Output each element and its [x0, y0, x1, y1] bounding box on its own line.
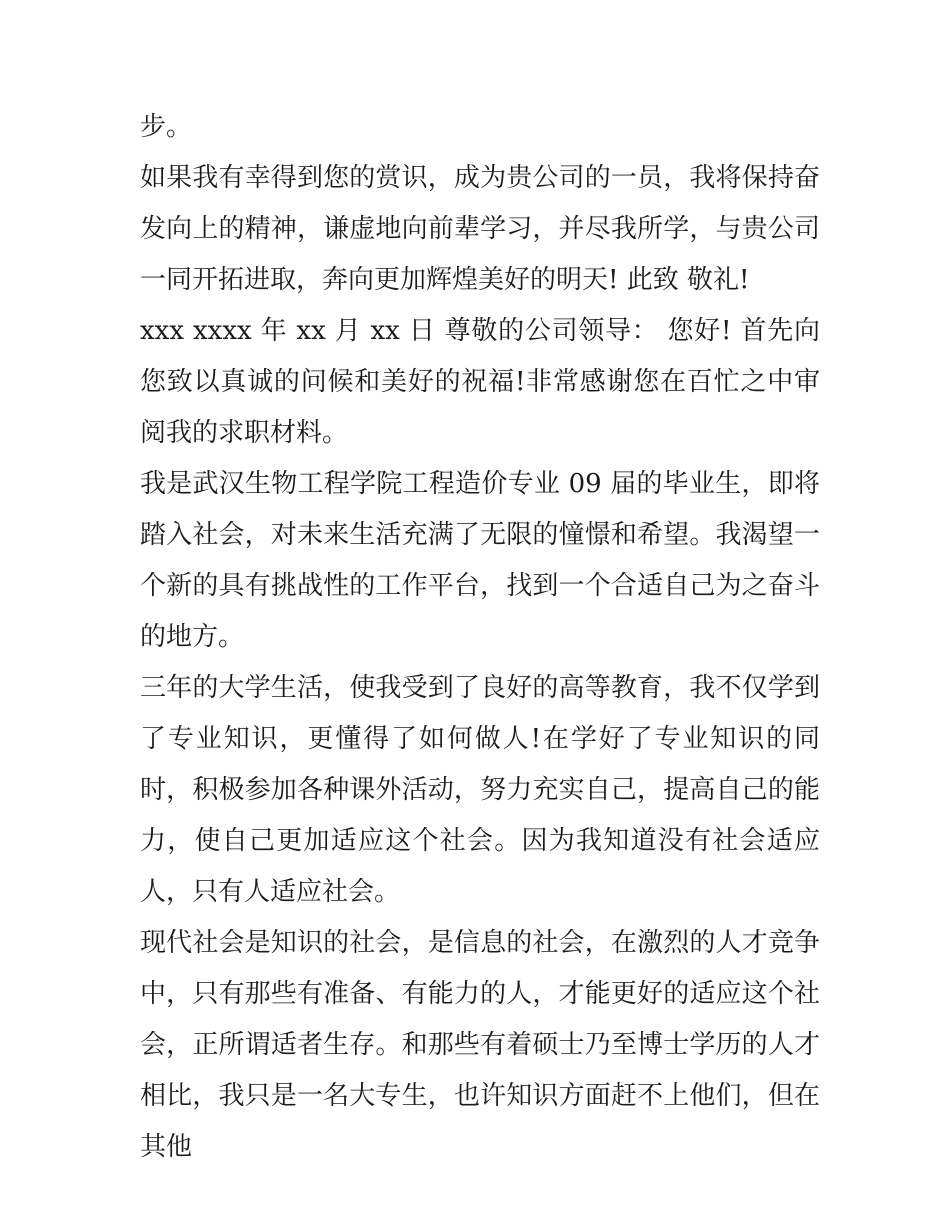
paragraph-1: 步。 [140, 112, 193, 142]
paragraph-5: 三年的大学生活，使我受到了良好的高等教育，我不仅学到了专业知识，更懂得了如何做人!在学好了专业知识的同时，积极参加各种课外活动，努力充实自己，提高自己的能力，使自己更加适应这个社会。因为我知道没有社会适应人，只有人适应社会。 [140, 673, 820, 907]
paragraph-3: xxx xxxx 年 xx 月 xx 日 尊敬的公司领导： 您好! 首先向您致以真诚的问候和美好的祝福!非常感谢您在百忙之中审阅我的求职材料。 [140, 316, 820, 448]
paragraph-2: 如果我有幸得到您的赏识，成为贵公司的一员，我将保持奋发向上的精神，谦虚地向前辈学习，并尽我所学，与贵公司一同开拓进取，奔向更加辉煌美好的明天! 此致 敬礼! [140, 163, 820, 295]
paragraph-6: 现代社会是知识的社会，是信息的社会，在激烈的人才竞争中，只有那些有准备、有能力的人，才能更好的适应这个社会，正所谓适者生存。和那些有着硕士乃至博士学历的人才相比，我只是一名大专生，也许知识方面赶不上他们，但在其他 [140, 928, 820, 1162]
paragraph-4: 我是武汉生物工程学院工程造价专业 09 届的毕业生，即将踏入社会，对未来生活充满了无限的憧憬和希望。我渴望一个新的具有挑战性的工作平台，找到一个合适自己为之奋斗的地方。 [140, 469, 820, 652]
document-body [140, 102, 820, 1173]
